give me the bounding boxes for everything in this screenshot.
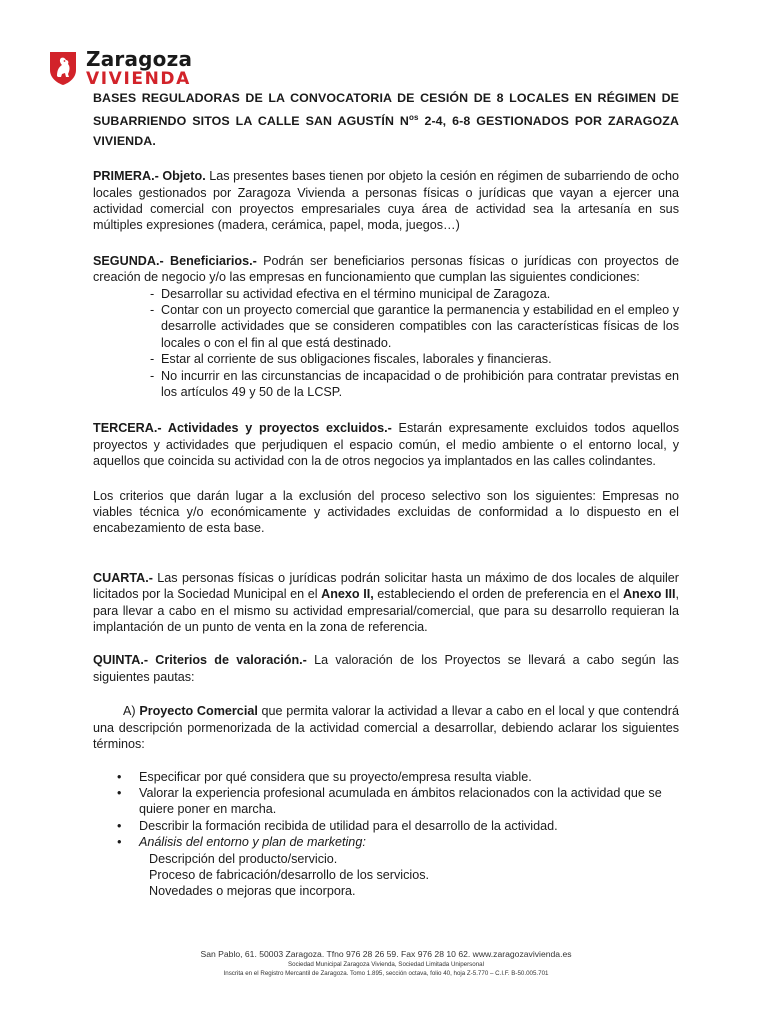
- list-item: - Estar al corriente de sus obligaciones fiscales, laborales y financieras.: [150, 351, 679, 367]
- sub-line: Novedades o mejoras que incorpora.: [149, 884, 356, 899]
- section-quinta-text: La valoración de los Proyectos se llevará a cabo según las siguientes pautas:: [93, 653, 679, 684]
- logo-wordmark-vivienda: VIVIENDA: [86, 68, 191, 89]
- section-tercera-heading: TERCERA.- Actividades y proyectos excluidos.-: [93, 421, 392, 436]
- sub-line: Descripción del producto/servicio.: [149, 851, 338, 866]
- anexo-iii-ref: Anexo III: [622, 587, 676, 602]
- section-segunda-heading: SEGUNDA.- Beneficiarios.-: [93, 253, 257, 268]
- subsection-a-heading: Proyecto Comercial: [139, 704, 258, 719]
- document-title: BASES REGULADORAS DE LA CONVOCATORIA DE CESIÓN DE 8 LOCALES EN RÉGIMEN DE SUBARRIENDO SITOS LA CALLE SAN AGUSTÍN $N^{os}$ 2-4, 6-8 GESTIONADOS POR ZARAGOZA VIVIENDA.: [93, 91, 679, 149]
- section-quinta-heading: QUINTA.- Criterios de valoración.-: [93, 653, 307, 668]
- section-segunda: [93, 253, 679, 401]
- footer-address: San Pablo, 61. 50003 Zaragoza. Tfno 976 28 26 59. Fax 976 28 10 62. www.zaragozavivienda.es: [200, 949, 572, 959]
- lion-shield-icon: [48, 50, 78, 86]
- logo-wordmark-zaragoza: Zaragoza: [86, 46, 193, 71]
- anexo-ii-ref: Anexo II,: [321, 587, 374, 602]
- list-item: - Desarrollar su actividad efectiva en el término municipal de Zaragoza.: [150, 286, 679, 302]
- subsection-a: A) Proyecto Comercial que permita valorar la actividad a llevar a cabo en el local y que contendrá una descripción pormenorizada de la actividad comercial a desarrollar, debiendo aclarar los siguientes términos:: [93, 704, 680, 752]
- sub-line: Proceso de fabricación/desarrollo de los servicios.: [149, 867, 429, 882]
- footer-registry: Inscrita en el Registro Mercantil de Zaragoza. Tomo 1.895, sección octava, folio 40, hoja Z-5.770 – C.I.F. B-50.005.701: [223, 970, 549, 977]
- section-cuarta-heading: CUARTA.-: [93, 570, 153, 585]
- section-segunda-text: Podrán ser beneficiarios personas físicas o jurídicas con proyectos de creación de negocio y/o las empresas en funcionamiento que cumplan las siguientes condiciones:: [93, 253, 679, 285]
- list-item: - No incurrir en las circunstancias de incapacidad o de prohibición para contratar previstas en los artículos 49 y 50 de la LCSP.: [150, 368, 679, 401]
- list-item: • Especificar por qué considera que su proyecto/empresa resulta viable.: [117, 769, 679, 785]
- marketing-sub-lines: [93, 851, 679, 900]
- terms-bullet-list: [93, 769, 679, 851]
- section-tercera-criteria: Los criterios que darán lugar a la exclusión del proceso selectivo son los siguientes: Empresas no viables técnica y/o económicamente y actividades excluidas de conformidad a lo dispuesto en el encabezamiento de esta base.: [93, 488, 679, 536]
- zaragoza-vivienda-logo: [48, 48, 192, 88]
- list-item: - Contar con un proyecto comercial que garantice la permanencia y estabilidad en el empleo y desarrolle actividades que se consideren compatibles con las características físicas de los locales o con el fin al que está destinado.: [150, 302, 679, 351]
- section-tercera-text: Estarán expresamente excluidos todos aquellos proyectos y actividades que perjudiquen el espacio común, el medio ambiente o el entorno local, y aquellos que coincida su actividad con la de otros negocios ya implantados en las calles colindantes.: [93, 421, 679, 469]
- list-item: • Valorar la experiencia profesional acumulada en ámbitos relacionados con la actividad que se quiere poner en marcha.: [117, 785, 679, 818]
- list-item: • Análisis del entorno y plan de marketing:: [117, 834, 679, 850]
- section-cuarta: CUARTA.- Las personas físicas o jurídicas podrán solicitar hasta un máximo de dos locales de alquiler licitados por la Sociedad Municipal en el Anexo II, estableciendo el orden de preferencia en el Anexo III, para llevar a cabo en el mismo su actividad empresarial/comercial, que para su desarrollo requieran la implantación de un punto de venta en la zona de referencia.: [93, 570, 680, 635]
- conditions-list: [93, 286, 679, 401]
- title-superscript: os: [408, 113, 419, 122]
- page-footer: [93, 948, 679, 978]
- document-body: [93, 88, 679, 900]
- footer-company: Sociedad Municipal Zaragoza Vivienda, Sociedad Limitada Unipersonal: [288, 961, 484, 968]
- section-tercera: [93, 420, 679, 469]
- section-primera: [93, 168, 679, 234]
- section-primera-text: Las presentes bases tienen por objeto la cesión en régimen de subarriendo de ocho locales gestionados por Zaragoza Vivienda a personas físicas o jurídicas que vayan a ejercer una actividad comercial con proyectos empresariales cuya área de actividad sea la artesanía en sus múltiples expresiones (madera, cerámica, papel, moda, juegos…): [93, 169, 679, 233]
- list-item: • Describir la formación recibida de utilidad para el desarrollo de la actividad.: [117, 818, 679, 834]
- section-quinta: [93, 652, 679, 685]
- section-primera-heading: PRIMERA.- Objeto.: [93, 169, 206, 184]
